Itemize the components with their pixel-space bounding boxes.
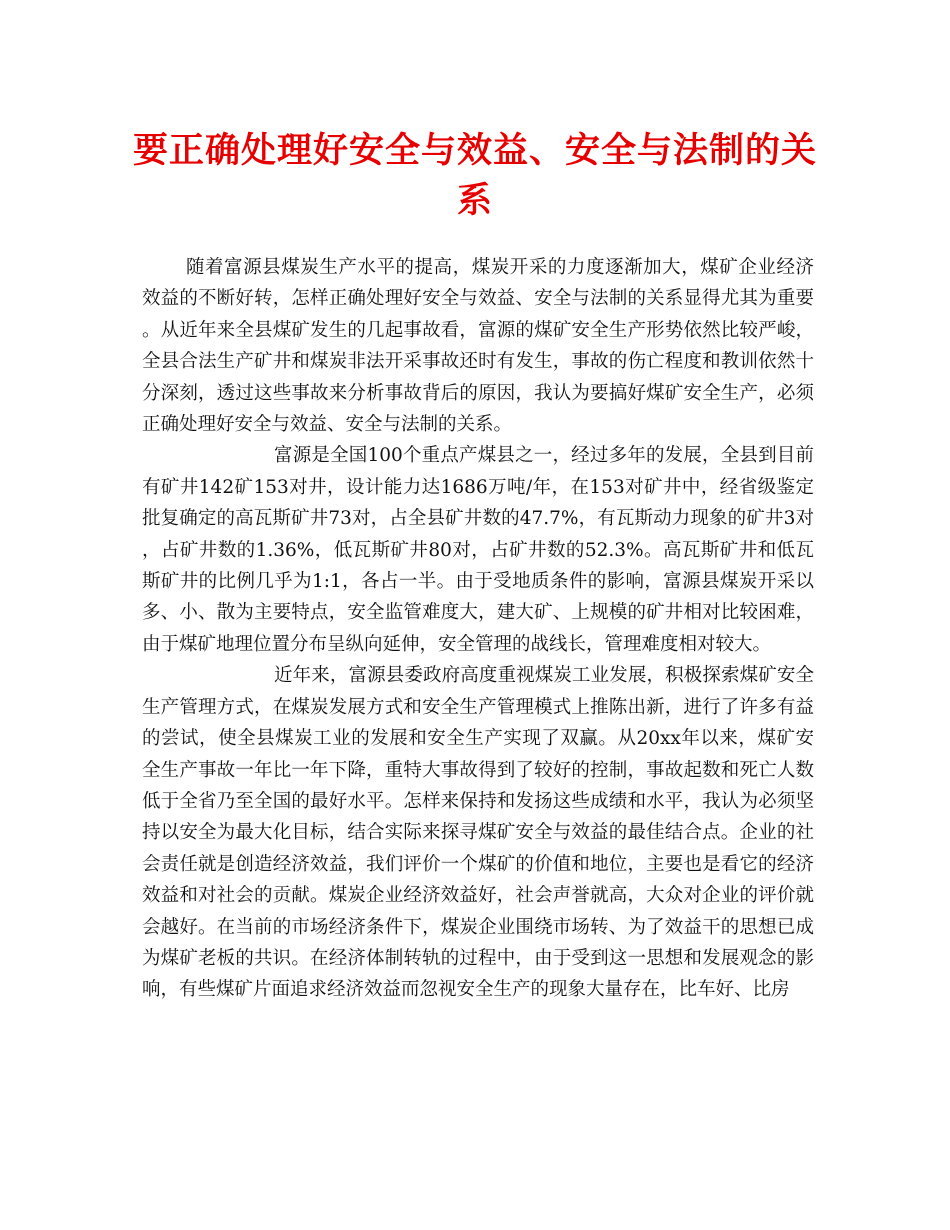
paragraph-2: 富源是全国100个重点产煤县之一，经过多年的发展，全县到目前有矿井142矿153对井，设计能力达1686万吨/年，在153对矿井中，经省级鉴定批复确定的高瓦斯矿井73对，占全县矿井数的47.7%，有瓦斯动力现象的矿井3对，占矿井数的1.36%，低瓦斯矿井80对，占矿井数的52.3%。高瓦斯矿井和低瓦斯矿井的比例几乎为1:1，各占一半。由于受地质条件的影响，富源县煤炭开采以多、小、散为主要特点，安全监管难度大，建大矿、上规模的矿井相对比较困难，由于煤矿地理位置分布呈纵向延伸，安全管理的战线长，管理难度相对较大。 [142, 445, 814, 655]
paragraph-3: 近年来，富源县委政府高度重视煤炭工业发展，积极探索煤矿安全生产管理方式，在煤炭发展方式和安全生产管理模式上推陈出新，进行了许多有益的尝试，使全县煤炭工业的发展和安全生产实现了双赢。从20xx年以来，煤矿安全生产事故一年比一年下降，重特大事故得到了较好的控制，事故起数和死亡人数低于全省乃至全国的最好水平。怎样来保持和发扬这些成绩和水平，我认为必须坚持以安全为最大化目标，结合实际来探寻煤矿安全与效益的最佳结合点。企业的社会责任就是创造经济效益，我们评价一个煤矿的价值和地位，主要也是看它的经济效益和对社会的贡献。煤炭企业经济效益好，社会声誉就高，大众对企业的评价就会越好。在当前的市场经济条件下，煤炭企业围绕市场转、为了效益干的思想已成为煤矿老板的共识。在经济体制转轨的过程中，由于受到这一思想和发展观念的影响，有些煤矿片面追求经济效益而忽视安全生产的现象大量存在，比车好、比房 [142, 665, 814, 1001]
document-title: 要正确处理好安全与效益、安全与法制的关系 [132, 130, 817, 221]
paragraph-1: 随着富源县煤炭生产水平的提高，煤炭开采的力度逐渐加大，煤矿企业经济效益的不断好转，怎样正确处理好安全与效益、安全与法制的关系显得尤其为重要。从近年来全县煤矿发生的几起事故看，富源的煤矿安全生产形势依然比较严峻，全县合法生产矿井和煤炭非法开采事故还时有发生，事故的伤亡程度和教训依然十分深刻，透过这些事故来分析事故背后的原因，我认为要搞好煤矿安全生产，必须正确处理好安全与效益、安全与法制的关系。 [142, 257, 814, 436]
document-body [142, 252, 814, 1006]
